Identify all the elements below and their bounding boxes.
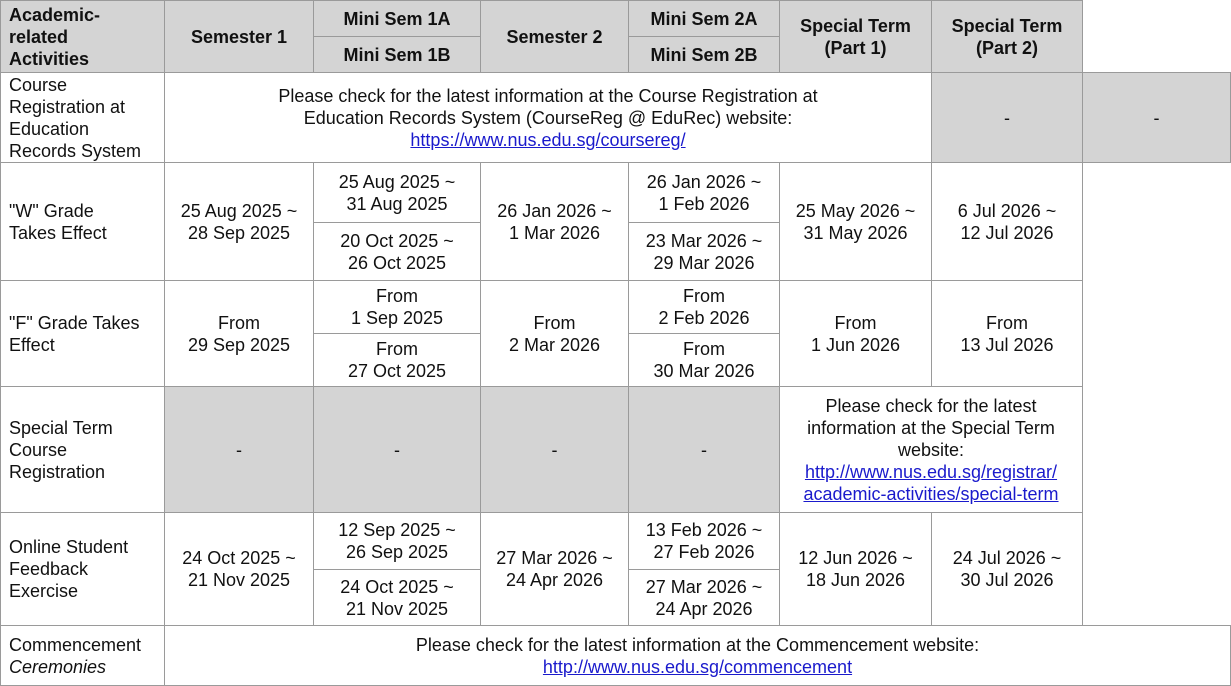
course-registration-st2: -: [1083, 73, 1231, 163]
header-mini-sem-1a: Mini Sem 1A: [314, 1, 481, 37]
special-term-reg-mini2: -: [629, 387, 780, 513]
f-grade-sem2: From 2 Mar 2026: [481, 281, 629, 387]
w-grade-sem1: 25 Aug 2025 ~ 28 Sep 2025: [165, 163, 314, 281]
special-term-reg-sem2: -: [481, 387, 629, 513]
header-mini-sem-2a: Mini Sem 2A: [629, 1, 780, 37]
row-label-w-grade: "W" Grade Takes Effect: [1, 163, 165, 281]
header-mini-sem-2b: Mini Sem 2B: [629, 37, 780, 73]
feedback-st2: 24 Jul 2026 ~ 30 Jul 2026: [932, 513, 1083, 626]
header-activities: Academic- related Activities: [1, 1, 165, 73]
feedback-sem1: 24 Oct 2025 ~ 21 Nov 2025: [165, 513, 314, 626]
commencement-link[interactable]: http://www.nus.edu.sg/commencement: [542, 656, 853, 677]
header-semester-1: Semester 1: [165, 1, 314, 73]
row-label-special-term-registration: Special Term Course Registration: [1, 387, 165, 513]
feedback-st1: 12 Jun 2026 ~ 18 Jun 2026: [780, 513, 932, 626]
w-grade-mini1a: 25 Aug 2025 ~ 31 Aug 2025: [314, 163, 481, 223]
commencement-info: Please check for the latest information at the Commencement website: http://www.nus.edu.sg/commencement: [165, 626, 1231, 686]
feedback-mini2a: 13 Feb 2026 ~ 27 Feb 2026: [629, 513, 780, 570]
f-grade-sem1: From 29 Sep 2025: [165, 281, 314, 387]
coursereg-link[interactable]: https://www.nus.edu.sg/coursereg/: [410, 129, 686, 150]
w-grade-sem2: 26 Jan 2026 ~ 1 Mar 2026: [481, 163, 629, 281]
w-grade-mini2b: 23 Mar 2026 ~ 29 Mar 2026: [629, 223, 780, 281]
course-registration-info: Please check for the latest information at the Course Registration at Education Records System (CourseReg @ EduRec) website: https://www.nus.edu.sg/coursereg/: [165, 73, 932, 163]
w-grade-st2: 6 Jul 2026 ~ 12 Jul 2026: [932, 163, 1083, 281]
w-grade-mini1b: 20 Oct 2025 ~ 26 Oct 2025: [314, 223, 481, 281]
course-registration-st1: -: [932, 73, 1083, 163]
row-label-f-grade: "F" Grade Takes Effect: [1, 281, 165, 387]
f-grade-mini2b: From 30 Mar 2026: [629, 334, 780, 387]
row-label-feedback: Online Student Feedback Exercise: [1, 513, 165, 626]
header-semester-2: Semester 2: [481, 1, 629, 73]
f-grade-mini1b: From 27 Oct 2025: [314, 334, 481, 387]
feedback-sem2: 27 Mar 2026 ~ 24 Apr 2026: [481, 513, 629, 626]
special-term-link[interactable]: http://www.nus.edu.sg/registrar/ academic-activities/special-term: [803, 461, 1059, 504]
row-label-commencement: Commencement Ceremonies: [1, 626, 165, 686]
feedback-mini1b: 24 Oct 2025 ~ 21 Nov 2025: [314, 570, 481, 626]
f-grade-mini2a: From 2 Feb 2026: [629, 281, 780, 334]
feedback-mini2b: 27 Mar 2026 ~ 24 Apr 2026: [629, 570, 780, 626]
header-special-term-2: Special Term (Part 2): [932, 1, 1083, 73]
w-grade-st1: 25 May 2026 ~ 31 May 2026: [780, 163, 932, 281]
header-mini-sem-1b: Mini Sem 1B: [314, 37, 481, 73]
row-label-course-registration: Course Registration at Education Records System: [1, 73, 165, 163]
f-grade-st1: From 1 Jun 2026: [780, 281, 932, 387]
f-grade-st2: From 13 Jul 2026: [932, 281, 1083, 387]
special-term-reg-sem1: -: [165, 387, 314, 513]
special-term-reg-info: Please check for the latest information at the Special Term website: http://www.nus.edu.sg/registrar/ academic-activities/special-term: [780, 387, 1083, 513]
special-term-reg-mini1: -: [314, 387, 481, 513]
feedback-mini1a: 12 Sep 2025 ~ 26 Sep 2025: [314, 513, 481, 570]
header-special-term-1: Special Term (Part 1): [780, 1, 932, 73]
f-grade-mini1a: From 1 Sep 2025: [314, 281, 481, 334]
w-grade-mini2a: 26 Jan 2026 ~ 1 Feb 2026: [629, 163, 780, 223]
